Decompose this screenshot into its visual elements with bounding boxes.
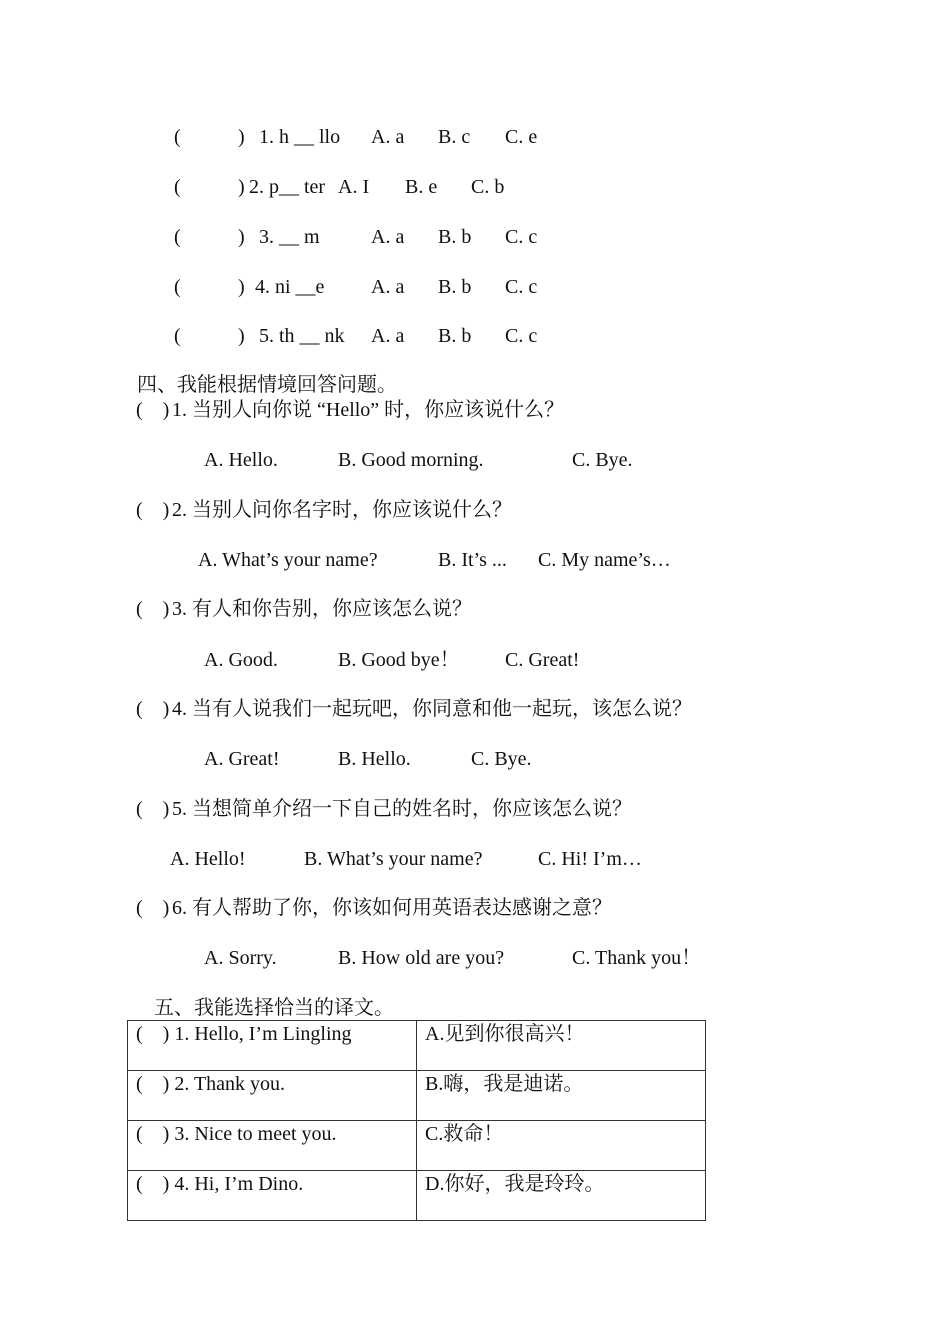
table-cell-chinese: D.你好，我是玲玲。 — [417, 1171, 706, 1221]
question-paren: ( ) — [136, 798, 170, 820]
question-paren: ( ) — [136, 698, 170, 720]
question-text: 2. p__ ter — [249, 176, 326, 198]
question-text: 2. 当别人问你名字时，你应该说什么？ — [172, 499, 512, 521]
option-a: A. Great! — [204, 748, 280, 770]
option-b: B. Hello. — [338, 748, 411, 770]
table-cell-english: ( ) 1. Hello, I’m Lingling — [128, 1021, 417, 1071]
option-a: A. a — [371, 126, 405, 148]
option-a: A. a — [371, 325, 405, 347]
question-text: 6. 有人帮助了你，你该如何用英语表达感谢之意？ — [172, 897, 612, 919]
question-paren: ( ) — [136, 399, 170, 421]
option-c: C. Great! — [505, 649, 580, 671]
answer-paren-close: ) — [238, 276, 245, 298]
table-cell-english: ( ) 4. Hi, I’m Dino. — [128, 1171, 417, 1221]
option-a: A. Hello. — [204, 449, 278, 471]
section-title: 五、我能选择恰当的译文。 — [154, 997, 394, 1019]
option-b: B. What’s your name? — [304, 848, 483, 870]
question-text: 1. h __ llo — [259, 126, 341, 148]
option-c: C. Bye. — [572, 449, 633, 471]
option-b: B. How old are you? — [338, 947, 505, 969]
answer-paren-open: ( — [174, 126, 181, 148]
option-b: B. Good bye！ — [338, 649, 460, 671]
option-b: B. b — [438, 325, 472, 347]
option-b: B. b — [438, 226, 472, 248]
option-a: A. What’s your name? — [198, 549, 378, 571]
table-row — [128, 1021, 706, 1071]
question-paren: ( ) — [136, 499, 170, 521]
question-text: 1. 当别人向你说 “Hello” 时，你应该说什么？ — [172, 399, 565, 421]
answer-paren-open: ( — [174, 226, 181, 248]
option-c: C. c — [505, 325, 538, 347]
translation-table — [127, 1020, 706, 1221]
option-a: A. a — [371, 276, 405, 298]
option-c: C. Thank you！ — [572, 947, 702, 969]
question-text: 3. 有人和你告别，你应该怎么说？ — [172, 598, 472, 620]
table-cell-chinese: C.救命！ — [417, 1121, 706, 1171]
option-a: A. I — [338, 176, 370, 198]
table-row — [128, 1121, 706, 1171]
option-b: B. It’s ... — [438, 549, 507, 571]
table-cell-english: ( ) 3. Nice to meet you. — [128, 1121, 417, 1171]
question-text: 5. th __ nk — [259, 325, 345, 347]
option-c: C. e — [505, 126, 538, 148]
answer-paren-close: ) — [238, 126, 245, 148]
option-b: B. b — [438, 276, 472, 298]
question-text: 4. 当有人说我们一起玩吧，你同意和他一起玩，该怎么说？ — [172, 698, 692, 720]
question-paren: ( ) — [136, 598, 170, 620]
table-row — [128, 1071, 706, 1121]
option-c: C. c — [505, 276, 538, 298]
question-text: 3. __ m — [259, 226, 320, 248]
option-a: A. Hello! — [170, 848, 246, 870]
question-text: 5. 当想简单介绍一下自己的姓名时，你应该怎么说？ — [172, 798, 632, 820]
table-cell-chinese: A.见到你很高兴！ — [417, 1021, 706, 1071]
table-row — [128, 1171, 706, 1221]
option-a: A. a — [371, 226, 405, 248]
option-c: C. c — [505, 226, 538, 248]
option-c: C. Hi! I’m… — [538, 848, 642, 870]
table-cell-chinese: B.嗨，我是迪诺。 — [417, 1071, 706, 1121]
option-b: B. e — [405, 176, 438, 198]
section-title: 四、我能根据情境回答问题。 — [137, 374, 397, 396]
answer-paren-close: ) — [238, 226, 245, 248]
option-c: C. b — [471, 176, 505, 198]
option-c: C. My name’s… — [538, 549, 671, 571]
answer-paren-open: ( — [174, 325, 181, 347]
question-text: 4. ni __e — [255, 276, 325, 298]
option-a: A. Good. — [204, 649, 278, 671]
answer-paren-open: ( — [174, 276, 181, 298]
answer-paren-close: ) — [238, 325, 245, 347]
option-c: C. Bye. — [471, 748, 532, 770]
table-cell-english: ( ) 2. Thank you. — [128, 1071, 417, 1121]
option-a: A. Sorry. — [204, 947, 277, 969]
option-b: B. Good morning. — [338, 449, 484, 471]
question-paren: ( ) — [136, 897, 170, 919]
option-b: B. c — [438, 126, 471, 148]
answer-paren-open: ( — [174, 176, 181, 198]
answer-paren-close: ) — [238, 176, 245, 198]
